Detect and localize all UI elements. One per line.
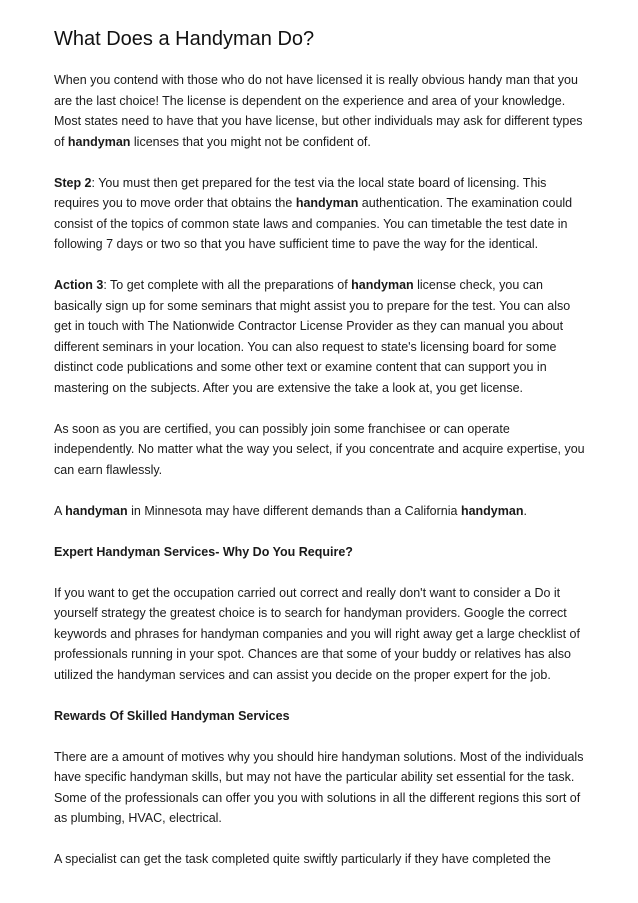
paragraph-step-2	[54, 173, 588, 255]
paragraph-minnesota	[54, 501, 588, 522]
text-run: in Minnesota may have different demands than a California	[127, 503, 461, 518]
section-heading-rewards: Rewards Of Skilled Handyman Services	[54, 708, 290, 723]
text-run: .	[523, 503, 527, 518]
paragraph-specialist: A specialist can get the task completed quite swiftly particularly if they have completed the	[54, 852, 551, 866]
keyword-bold: handyman	[351, 278, 414, 292]
keyword-bold: handyman	[65, 503, 128, 518]
text-run: A	[54, 503, 66, 518]
text-run: licenses that you might not be confident of.	[130, 134, 371, 149]
text-run: : To get complete with all the preparations of	[103, 278, 352, 292]
text-run: When you contend with those who do not have licensed it is really obvious handy man that you are the last choice! The license is dependent on the experience and area of your knowledge. Most states need to have that you have license, but other individuals may ask for different types of	[54, 73, 583, 149]
paragraph-action-3	[54, 275, 588, 398]
paragraph-rewards: There are a amount of motives why you should hire handyman solutions. Most of the individuals have specific handyman skills, but may not have the particular ability set essential for the task. Some of the professionals can offer you you with solutions in all the different regions this sort of as plumbing, HVAC, electrical.	[54, 749, 584, 825]
text-run: : You must then get prepared for the test via the local state board of licensing. This requires you to move order that obtains the	[54, 175, 547, 210]
page-title: What Does a Handyman Do?	[54, 28, 315, 50]
text-run: authentication. The examination could consist of the topics of common state laws and companies. You can timetable the test date in following 7 days or two so that you have sufficient time to pave the way for the identical.	[54, 196, 573, 251]
step-label: Action 3	[54, 278, 104, 292]
text-run: license check, you can basically sign up for some seminars that might assist you to prepare for the test. You can also get in touch with The Nationwide Contractor License Provider as they can manual you about different seminars in your location. You can also request to state's licensing board for some distinct code publications and some other text or examine content that can support you in mastering on the subjects. After you are extensive the take a look at, you get license.	[54, 278, 571, 395]
keyword-bold: handyman	[67, 134, 131, 149]
keyword-bold: handyman	[460, 503, 524, 518]
paragraph-license-intro	[54, 70, 588, 152]
keyword-bold: handyman	[295, 196, 359, 210]
paragraph-expert-services: If you want to get the occupation carried out correct and really don't want to consider a Do it yourself strategy the greatest choice is to search for handyman providers. Google the correct keywords and phrases for handyman companies and you will right away get a large checklist of professionals running in your spot. Chances are that some of your buddy or relatives has also utilized the handyman services and can assist you decide on the proper expert for the job.	[54, 585, 580, 682]
paragraph-certified: As soon as you are certified, you can possibly join some franchisee or can operate independently. No matter what the way you select, if you concentrate and acquire expertise, you can earn flawlessly.	[54, 421, 585, 477]
step-label: Step 2	[54, 175, 92, 190]
section-heading-expert-services: Expert Handyman Services- Why Do You Require?	[54, 544, 353, 559]
